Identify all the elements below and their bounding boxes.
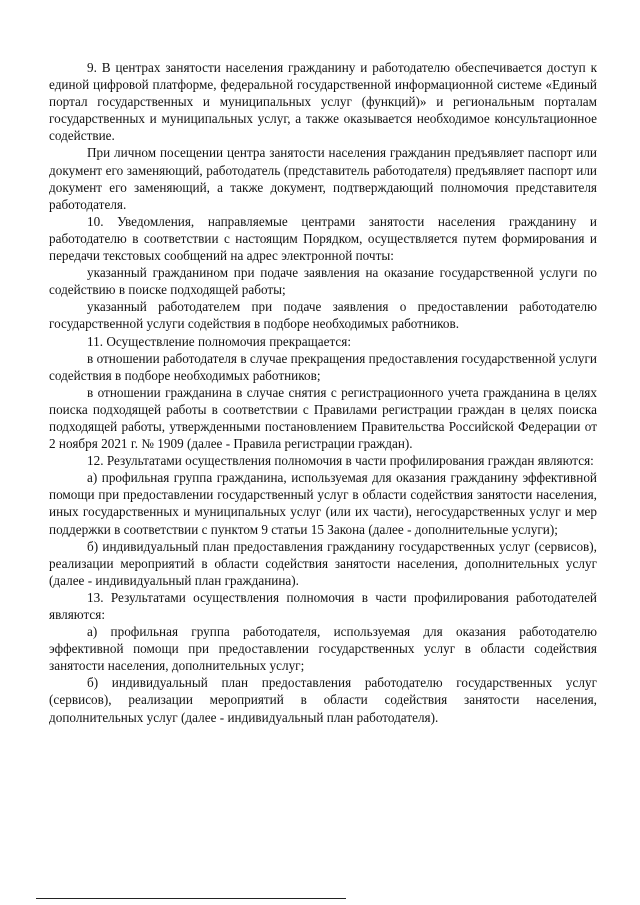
paragraph-10: 10. Уведомления, направляемые центрами занятости населения гражданину и работодателю в соответствии с настоящим Порядком, осуществляется путем формирования и передачи текстовых сообщений на адрес электронной почты: bbox=[49, 213, 597, 264]
paragraph-11: 11. Осуществление полномочия прекращается: bbox=[87, 333, 352, 349]
paragraph-12: 12. Результатами осуществления полномочия в части профилирования граждан являются: bbox=[87, 453, 594, 469]
document-body bbox=[49, 59, 597, 726]
paragraph-11-employer: в отношении работодателя в случае прекращения предоставления государственной услуги содействия в подборе необходимых работников; bbox=[49, 350, 597, 383]
paragraph-13-b: б) индивидуальный план предоставления работодателю государственных услуг (сервисов), реализации мероприятий в области содействия занятости населения, дополнительных услуг (далее - индивидуальный план работодателя). bbox=[49, 675, 597, 725]
paragraph-13: 13. Результатами осуществления полномочия в части профилирования работодателей являются: bbox=[49, 589, 597, 622]
footnote-separator-line bbox=[36, 898, 346, 899]
paragraph-12-b: б) индивидуальный план предоставления гражданину государственных услуг (сервисов), реализации мероприятий в области содействия занятости населения, дополнительных услуг (далее - индивидуальный план гражданина). bbox=[49, 538, 597, 588]
paragraph-12-a: а) профильная группа гражданина, используемая для оказания гражданину эффективной помощи при предоставлении государственный услуг в области содействия занятости населения, иных государственных и муниципальных услуг (или их части), негосударственных услуг и мер поддержки в соответствии с пунктом 9 статьи 15 Закона (далее - дополнительные услуги); bbox=[49, 470, 597, 537]
paragraph-10-employer-email: указанный работодателем при подаче заявления о предоставлении работодателю государственной услуги содействия в подборе необходимых работников. bbox=[49, 299, 597, 332]
paragraph-11-citizen: в отношении гражданина в случае снятия с регистрационного учета гражданина в целях поиска подходящей работы в соответствии с Правилами регистрации граждан в целях поиска подходящей работы, утвержденными постановлением Правительства Российской Федерации от 2 ноября 2021 г. № 1909 (далее - Правила регистрации граждан). bbox=[49, 384, 597, 452]
paragraph-10-citizen-email: указанный гражданином при подаче заявления на оказание государственной услуги по содействию в поиске подходящей работы; bbox=[49, 265, 597, 298]
paragraph-9: 9. В центрах занятости населения гражданину и работодателю обеспечивается доступ к единой цифровой платформе, федеральной государственной информационной системе «Единый портал государственных и муниципальных услуг (функций)» и региональным порталам государственных и муниципальных услуг, а также оказывается необходимое консультационное содействие. bbox=[49, 60, 597, 144]
paragraph-13-a: а) профильная группа работодателя, используемая для оказания работодателю эффективной помощи при предоставлении государственных услуг в области содействия занятости населения, дополнительных услуг; bbox=[49, 624, 597, 674]
paragraph-personal-visit: При личном посещении центра занятости населения гражданин предъявляет паспорт или документ его заменяющий, работодатель (представитель работодателя) предъявляет паспорт или документ его заменяющий, а также документ, подтверждающий полномочия представителя работодателя. bbox=[49, 145, 597, 212]
